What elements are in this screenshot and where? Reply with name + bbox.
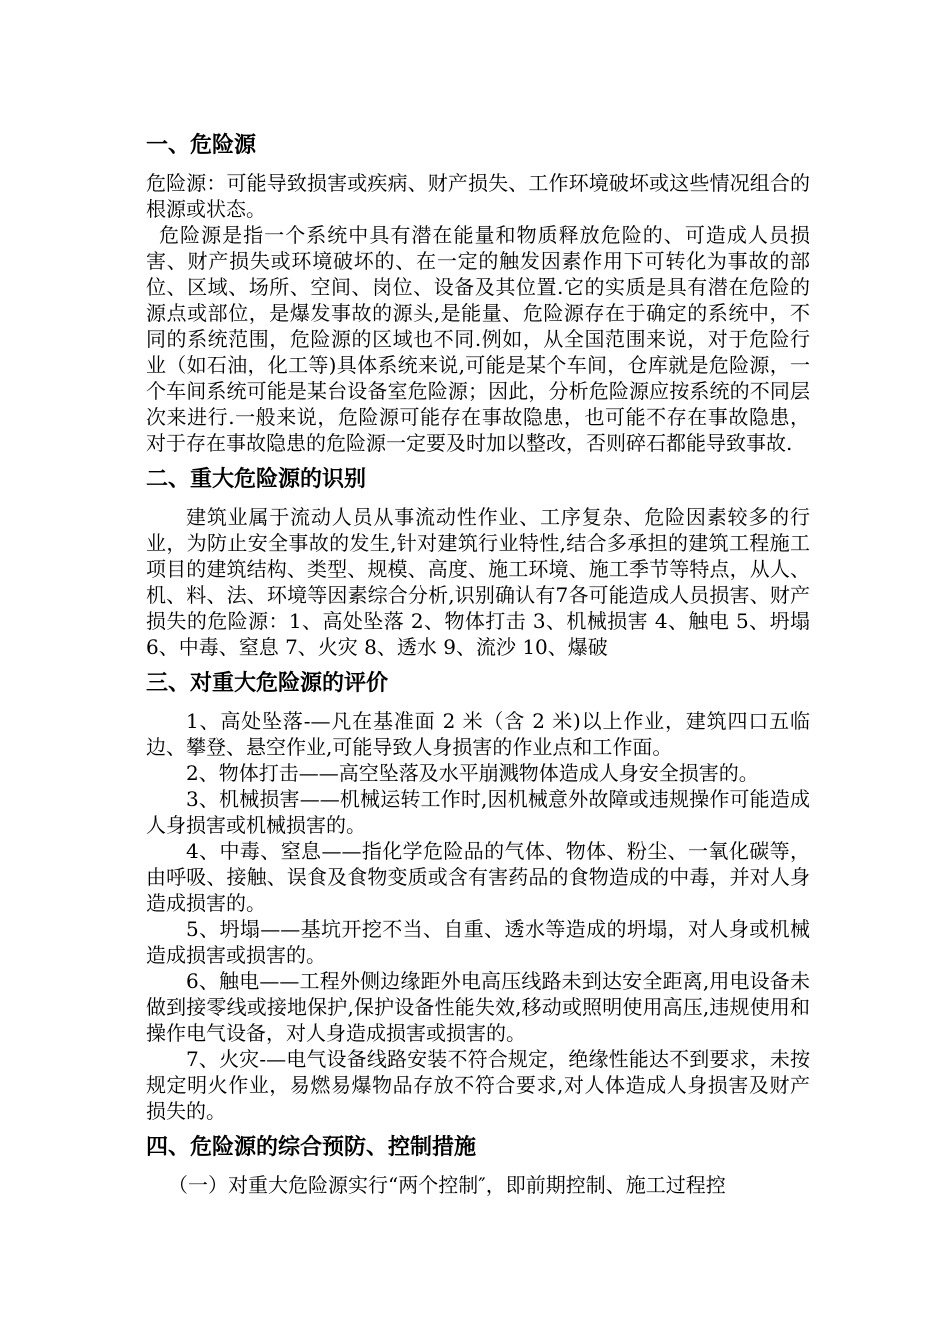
evaluation-item-5: 5、坍塌——基坑开挖不当、自重、透水等造成的坍塌，对人身或机械造成损害或损害的。 xyxy=(146,917,810,967)
evaluation-item-1: 1、高处坠落-—凡在基准面 2 米（含 2 米)以上作业，建筑四口五临边、攀登、悬空作业,可能导致人身损害的作业点和工作面。 xyxy=(146,709,810,759)
evaluation-item-3: 3、机械损害——机械运转工作时,因机械意外故障或违规操作可能造成人身损害或机械损害的。 xyxy=(146,787,810,837)
section-heading-4: 四、危险源的综合预防、控制措施 xyxy=(146,1135,477,1160)
evaluation-item-6: 6、触电——工程外侧边缘距外电高压线路未到达安全距离,用电设备未做到接零线或接地保护,保护设备性能失效,移动或照明使用高压,违规使用和操作电气设备，对人身造成损害或损害的。 xyxy=(146,969,810,1045)
evaluation-item-4: 4、中毒、窒息——指化学危险品的气体、物体、粉尘、一氧化碳等，由呼吸、接触、误食及食物变质或含有害药品的食物造成的中毒，并对人身造成损害的。 xyxy=(146,839,810,915)
paragraph-hazard-explanation: 危险源是指一个系统中具有潜在能量和物质释放危险的、可造成人员损害、财产损失或环境破坏的、在一定的触发因素作用下可转化为事故的部位、区域、场所、空间、岗位、设备及其位置.它的实质是具有潜在危险的源点或部位，是爆发事故的源头,是能量、危险源存在于确定的系统中，不同的系统范围，危险源的区域也不同.例如，从全国范围来说，对于危险行业（如石油，化工等)具体系统来说,可能是某个车间，仓库就是危险源，一个车间系统可能是某台设备室危险源；因此，分析危险源应按系统的不同层次来进行.一般来说，危险源可能存在事故隐患，也可能不存在事故隐患，对于存在事故隐患的危险源一定要及时加以整改，否则碎石都能导致事故. xyxy=(146,223,810,455)
section-heading-3: 三、对重大危险源的评价 xyxy=(146,671,389,696)
section-heading-2: 二、重大危险源的识别 xyxy=(146,467,367,492)
evaluation-item-2: 2、物体打击——高空坠落及水平崩溅物体造成人身安全损害的。 xyxy=(186,761,759,785)
evaluation-item-7: 7、火灾-—电气设备线路安装不符合规定，绝缘性能达不到要求，未按规定明火作业，易燃易爆物品存放不符合要求,对人体造成人身损害及财产损失的。 xyxy=(146,1047,810,1123)
paragraph-identification: 建筑业属于流动人员从事流动性作业、工序复杂、危险因素较多的行业，为防止安全事故的发生,针对建筑行业特性,结合多承担的建筑工程施工项目的建筑结构、类型、规模、高度、施工环境、施工季节等特点，从人、机、料、法、环境等因素综合分析,识别确认有7各可能造成人员损害、财产损失的危险源：1、高处坠落 2、物体打击 3、机械损害 4、触电 5、坍塌 6、中毒、窒息 7、火灾 8、透水 9、流沙 10、爆破 xyxy=(146,505,810,659)
section-heading-1: 一、危险源 xyxy=(146,133,257,158)
document-page xyxy=(146,130,810,1198)
paragraph-definition: 危险源：可能导致损害或疾病、财产损失、工作环境破坏或这些情况组合的根源或状态。 xyxy=(146,171,810,221)
paragraph-control-measures: （一）对重大危险源实行“两个控制″，即前期控制、施工过程控 xyxy=(168,1173,726,1197)
